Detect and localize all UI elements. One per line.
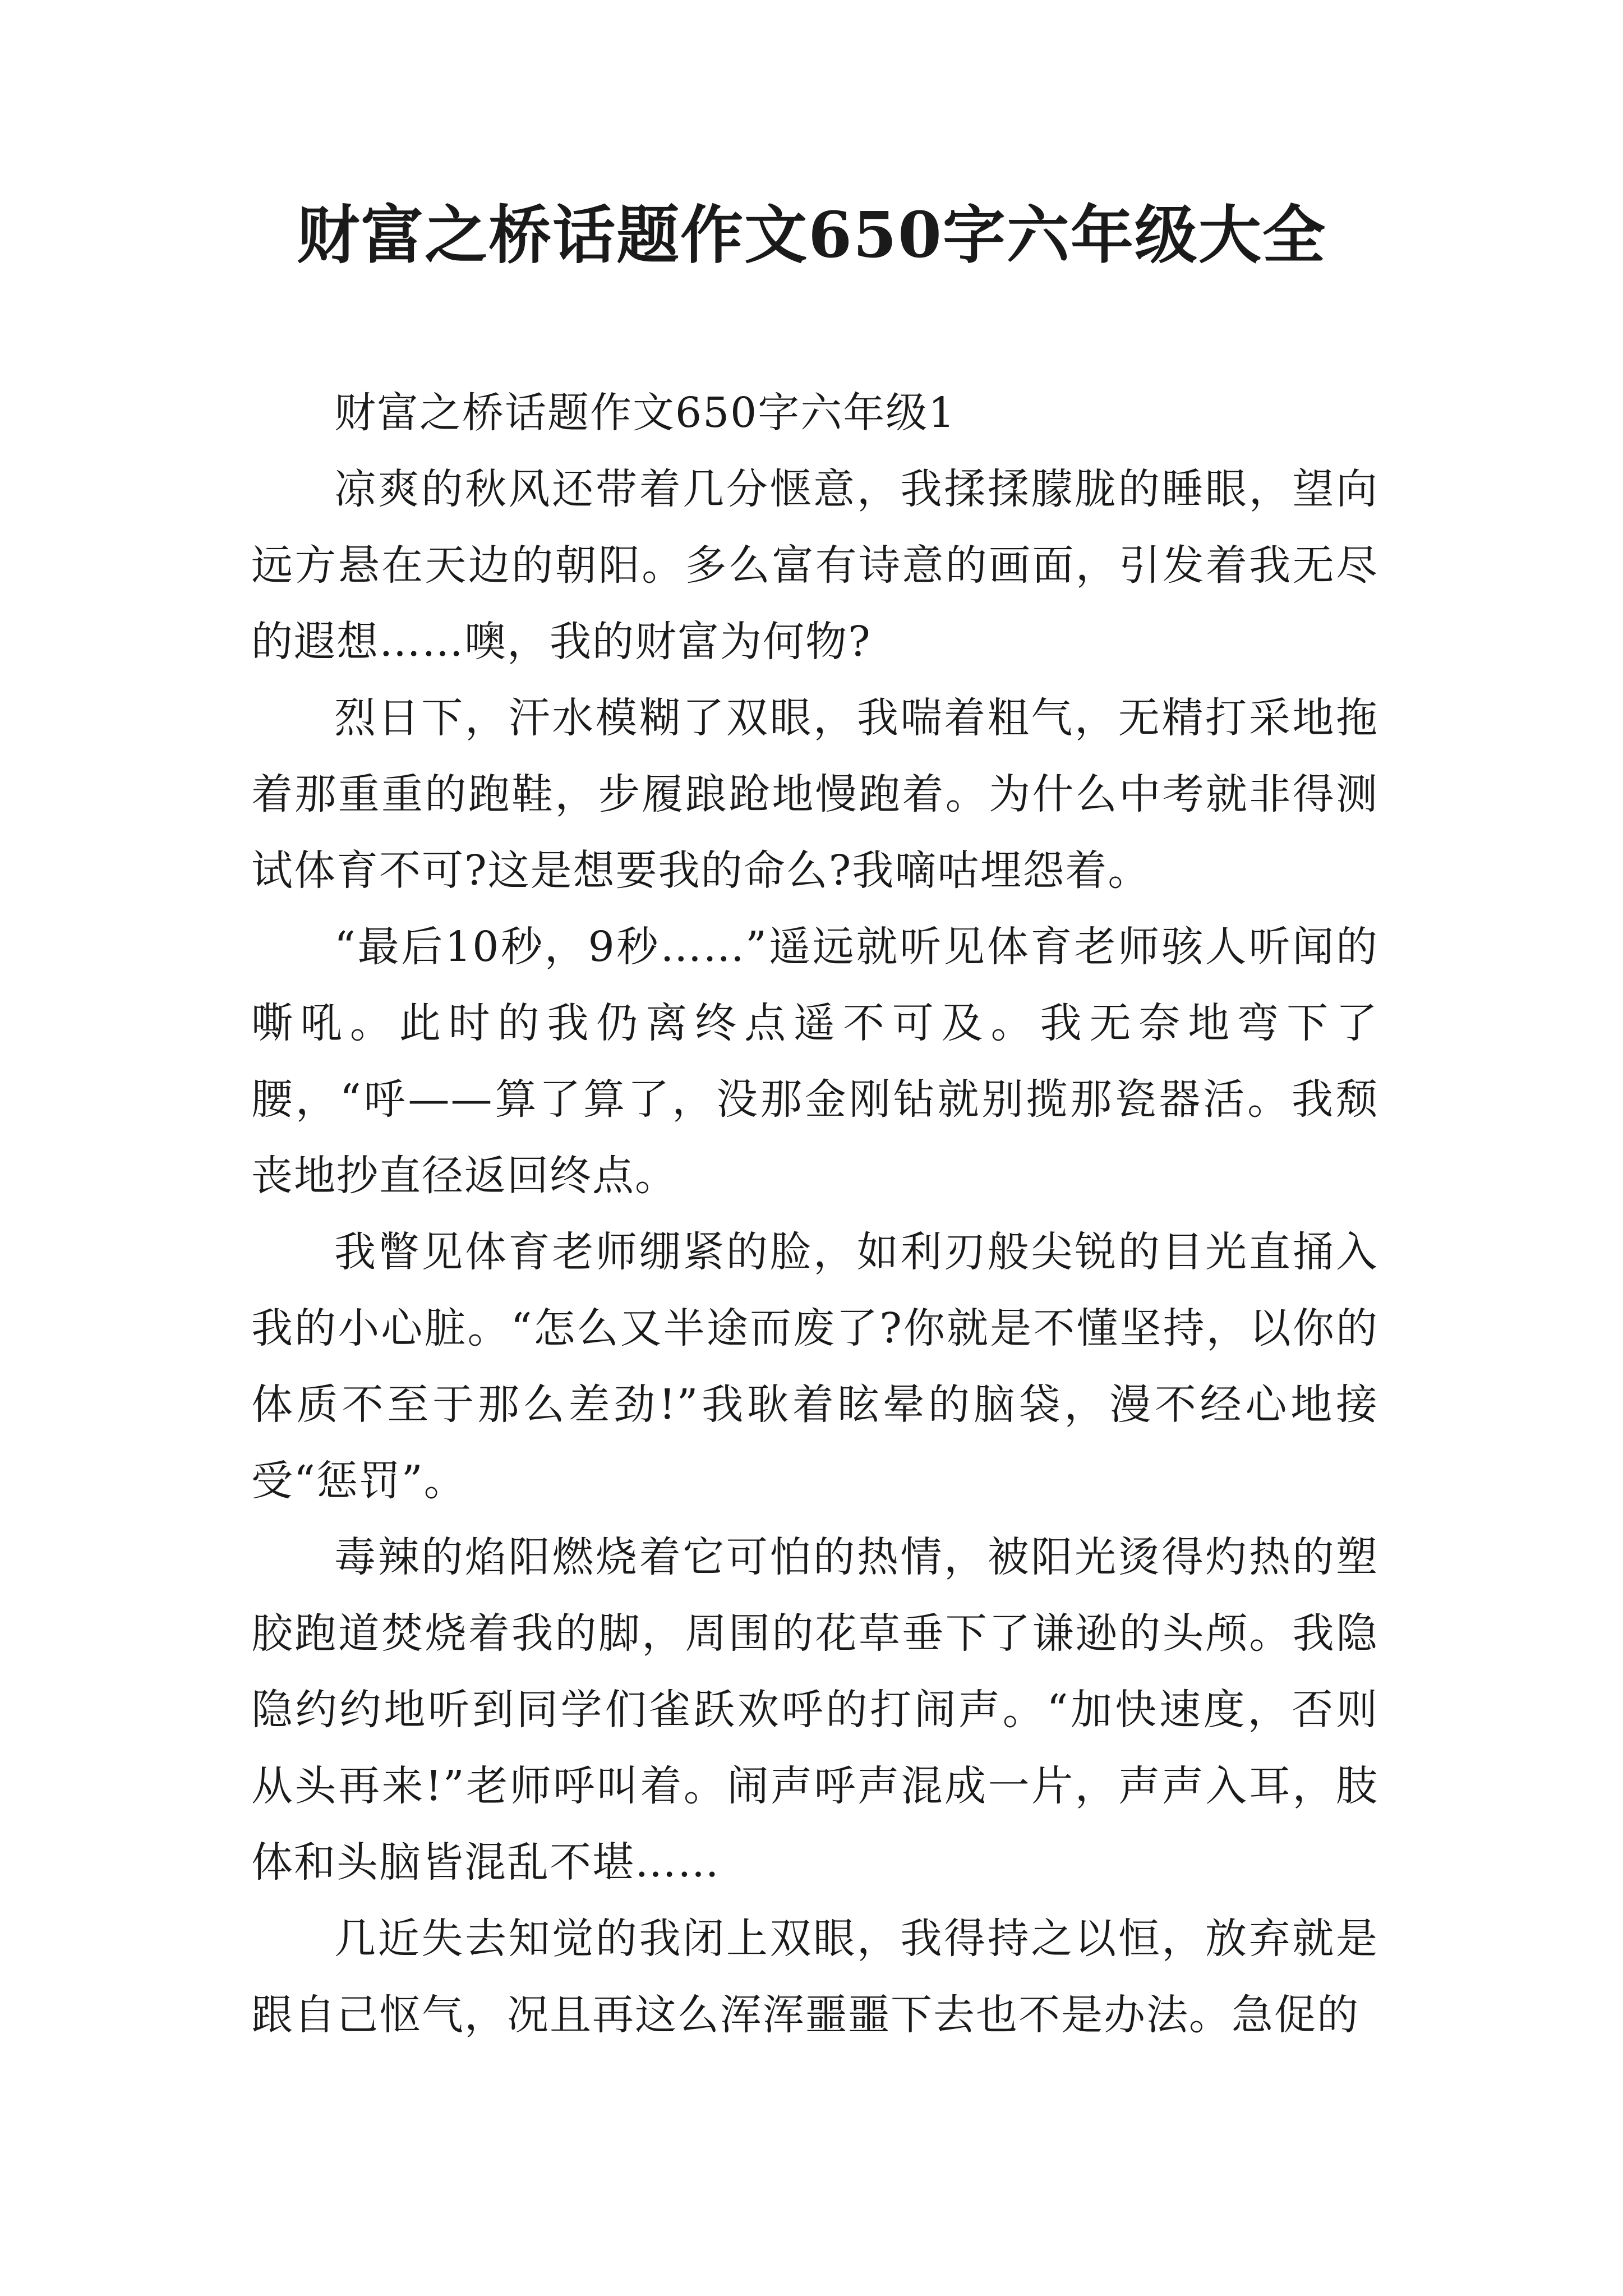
paragraph: 烈日下，汗水模糊了双眼，我喘着粗气，无精打采地拖着那重重的跑鞋，步履踉跄地慢跑着。为什么中考就非得测试体育不可?这是想要我的命么?我嘀咕埋怨着。 xyxy=(251,694,1378,895)
paragraph: “最后10秒，9秒……”遥远就听见体育老师骇人听闻的嘶吼。此时的我仍离终点遥不可及。我无奈地弯下了腰，“呼——算了算了，没那金刚钻就别揽那瓷器活。我颓丧地抄直径返回终点。 xyxy=(251,923,1378,1200)
paragraph: 几近失去知觉的我闭上双眼，我得持之以恒，放弃就是跟自己怄气，况且再这么浑浑噩噩下去也不是办法。急促的 xyxy=(251,1915,1378,2039)
paragraph: 凉爽的秋风还带着几分惬意，我揉揉朦胧的睡眼，望向远方悬在天边的朝阳。多么富有诗意的画面，引发着我无尽的遐想……噢，我的财富为何物? xyxy=(251,465,1378,666)
document-title: 财富之桥话题作文650字六年级大全 xyxy=(297,199,1326,272)
paragraph: 毒辣的焰阳燃烧着它可怕的热情，被阳光烫得灼热的塑胶跑道焚烧着我的脚，周围的花草垂下了谦逊的头颅。我隐隐约约地听到同学们雀跃欢呼的打闹声。“加快速度，否则从头再来!”老师呼叫着。闹声呼声混成一片，声声入耳，肢体和头脑皆混乱不堪…… xyxy=(251,1533,1378,1887)
paragraph: 我瞥见体育老师绷紧的脸，如利刃般尖锐的目光直捅入我的小心脏。“怎么又半途而废了?你就是不懂坚持，以你的体质不至于那么差劲!”我耿着眩晕的脑袋，漫不经心地接受“惩罚”。 xyxy=(251,1228,1378,1505)
document-body xyxy=(251,375,1378,2053)
section-heading: 财富之桥话题作文650字六年级1 xyxy=(334,389,956,437)
